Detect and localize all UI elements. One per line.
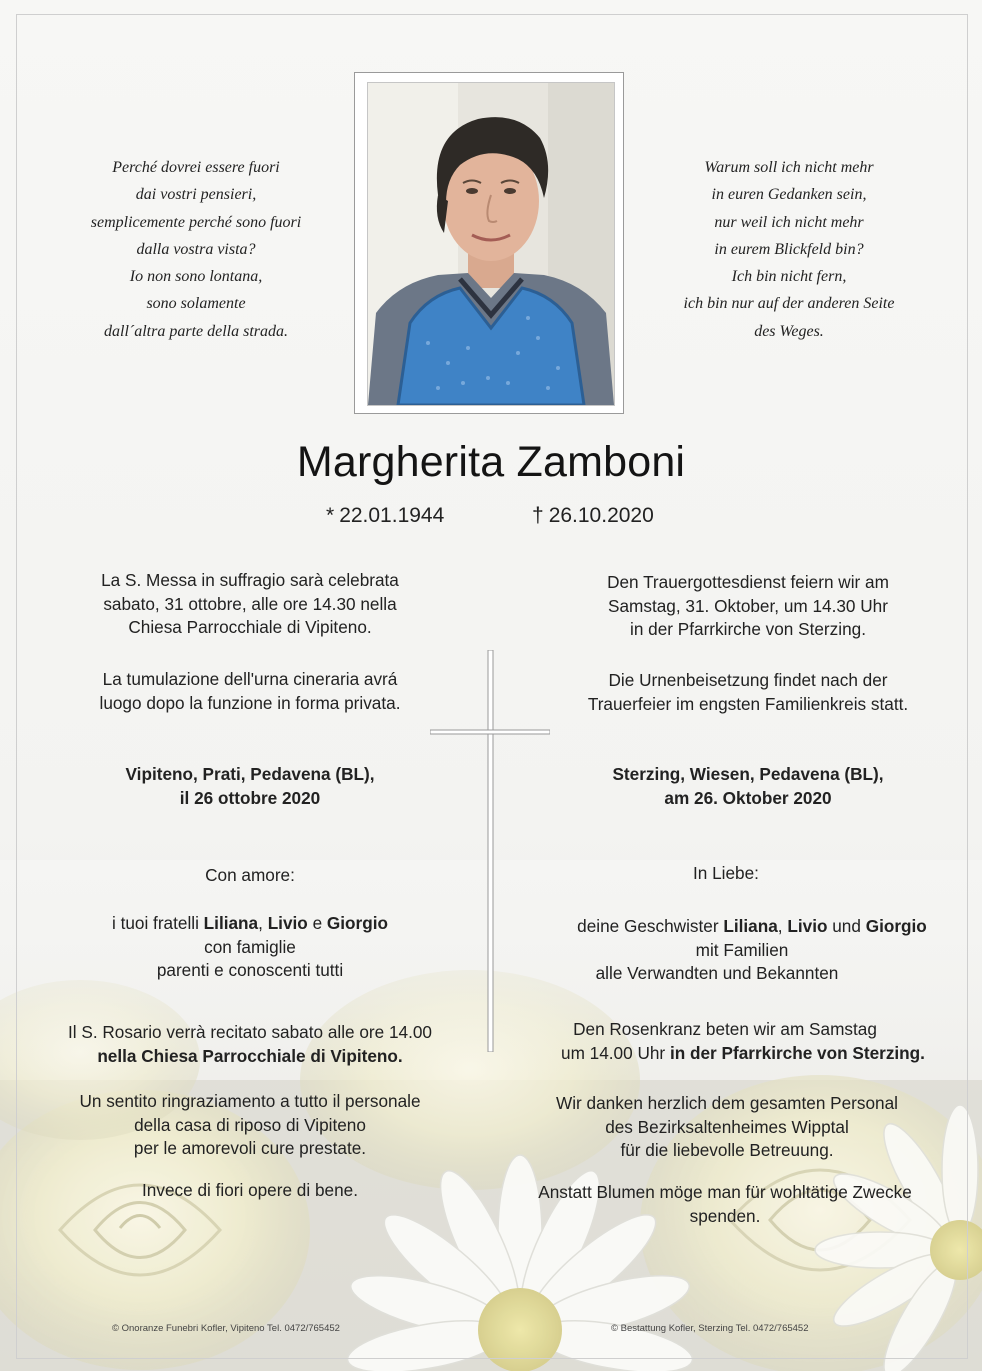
text-line: Invece di fiori opere di bene. xyxy=(142,1180,358,1200)
poem-german xyxy=(639,154,939,345)
poem-italian xyxy=(46,154,346,345)
poem-line: Warum soll ich nicht mehr xyxy=(704,159,874,176)
text-span: e xyxy=(307,913,327,933)
place-date-italian xyxy=(20,763,480,810)
text-line: des Bezirksaltenheimes Wipptal xyxy=(605,1116,849,1137)
text-span: um 14.00 Uhr xyxy=(561,1042,670,1063)
text-line: In Liebe: xyxy=(693,863,759,883)
text-line: Trauerfeier im engsten Familienkreis statt. xyxy=(587,693,909,714)
text-line: alle Verwandten und Bekannten xyxy=(595,963,839,984)
poem-line: in euren Gedanken sein, xyxy=(711,186,867,204)
portrait-illustration xyxy=(368,83,614,405)
rosary-italian xyxy=(20,1021,480,1068)
poem-line: ich bin nur auf der anderen Seite xyxy=(683,295,895,313)
birth-star-icon: * xyxy=(326,504,335,527)
text-line: Wir danken herzlich dem gesamten Personal xyxy=(555,1093,898,1113)
sibling-name: Giorgio xyxy=(865,916,927,936)
poem-line: dai vostri pensieri, xyxy=(135,186,257,204)
text-line: Den Rosenkranz beten wir am Samstag xyxy=(573,1019,877,1039)
text-line: sabato, 31 ottobre, alle ore 14.30 nella xyxy=(103,593,397,614)
text-line: per le amorevoli cure prestate. xyxy=(133,1138,367,1159)
burial-info-german xyxy=(518,669,978,716)
family-line xyxy=(20,912,480,936)
text-line: Sterzing, Wiesen, Pedavena (BL), xyxy=(612,764,884,784)
love-heading-italian xyxy=(20,864,480,888)
flowers-note-italian xyxy=(20,1179,480,1203)
text-line: am 26. Oktober 2020 xyxy=(664,787,832,808)
birth-date xyxy=(326,501,444,531)
death-date-value: 26.10.2020 xyxy=(548,504,654,527)
text-line: Un sentito ringraziamento a tutto il personale xyxy=(79,1091,421,1111)
text-line: Anstatt Blumen möge man für wohltätige Zwecke xyxy=(538,1182,912,1202)
text-line: spenden. xyxy=(689,1205,761,1226)
text-line: nella Chiesa Parrocchiale di Vipiteno. xyxy=(97,1045,403,1066)
poem-line: Perché dovrei essere fuori xyxy=(112,159,280,176)
death-date xyxy=(532,501,654,531)
text-line xyxy=(495,1042,955,1066)
mass-info-german xyxy=(518,571,978,642)
poem-line: dall´altra parte della strada. xyxy=(104,322,288,340)
text-line: Die Urnenbeisetzung findet nach der xyxy=(608,670,888,690)
poem-line: Io non sono lontana, xyxy=(129,268,263,286)
portrait-frame xyxy=(354,72,624,414)
deceased-name: Margherita Zamboni xyxy=(296,438,686,486)
text-line: in der Pfarrkirche von Sterzing. xyxy=(630,619,866,640)
copyright-italian: © Onoranze Funebri Kofler, Vipiteno Tel. 0472/765452 xyxy=(112,1323,340,1334)
text-line: parenti e conoscenti tutti xyxy=(156,960,344,981)
place-date-german xyxy=(518,763,978,810)
birth-date-value: 22.01.1944 xyxy=(339,504,445,527)
poem-line: Ich bin nicht fern, xyxy=(731,268,847,286)
sibling-name: Giorgio xyxy=(326,913,389,933)
text-line: della casa di riposo di Vipiteno xyxy=(134,1114,366,1135)
rosary-german xyxy=(495,1018,955,1065)
poem-line: des Weges. xyxy=(754,322,824,340)
sibling-name: Livio xyxy=(787,916,828,936)
text-span: i tuoi fratelli xyxy=(111,913,204,933)
text-line: Vipiteno, Prati, Pedavena (BL), xyxy=(125,764,375,784)
text-span: , xyxy=(777,916,788,936)
text-line: Den Trauergottesdienst feiern wir am xyxy=(607,572,889,592)
family-line xyxy=(512,915,972,939)
text-span: und xyxy=(827,916,866,936)
text-line: für die liebevolle Betreuung. xyxy=(620,1140,834,1161)
poem-line: dalla vostra vista? xyxy=(136,240,256,258)
text-line: mit Familien xyxy=(695,939,789,960)
text-line: con famiglie xyxy=(204,936,296,957)
text-line: Chiesa Parrocchiale di Vipiteno. xyxy=(128,617,372,638)
sibling-name: Liliana xyxy=(723,916,778,936)
text-span: , xyxy=(258,913,268,933)
mass-info-italian xyxy=(20,569,480,640)
text-line: Con amore: xyxy=(205,865,295,885)
family-italian xyxy=(20,912,480,983)
thanks-italian xyxy=(20,1090,480,1161)
flowers-note-german xyxy=(495,1181,955,1228)
burial-info-italian xyxy=(20,668,480,715)
text-line: Il S. Rosario verrà recitato sabato alle ore 14.00 xyxy=(68,1022,432,1042)
sibling-name: Livio xyxy=(267,913,308,933)
portrait-photo xyxy=(367,82,615,406)
copyright-german: © Bestattung Kofler, Sterzing Tel. 0472/765452 xyxy=(611,1323,809,1334)
family-german xyxy=(512,915,972,986)
poem-line: semplicemente perché sono fuori xyxy=(90,213,302,231)
text-line: il 26 ottobre 2020 xyxy=(179,787,321,808)
death-cross-icon: † xyxy=(532,504,544,527)
poem-line: in eurem Blickfeld bin? xyxy=(714,240,864,258)
text-line: La S. Messa in suffragio sarà celebrata xyxy=(101,570,399,590)
poem-line: sono solamente xyxy=(146,295,246,313)
text-line: luogo dopo la funzione in forma privata. xyxy=(99,692,401,713)
sibling-name: Liliana xyxy=(203,913,259,933)
church-name: in der Pfarrkirche von Sterzing. xyxy=(669,1042,925,1063)
text-line: Samstag, 31. Oktober, um 14.30 Uhr xyxy=(608,595,888,616)
love-heading-german xyxy=(496,862,956,886)
text-span: deine Geschwister xyxy=(577,916,724,936)
text-line: La tumulazione dell'urna cineraria avrá xyxy=(102,669,398,689)
poem-line: nur weil ich nicht mehr xyxy=(714,213,864,231)
thanks-german xyxy=(497,1092,957,1163)
